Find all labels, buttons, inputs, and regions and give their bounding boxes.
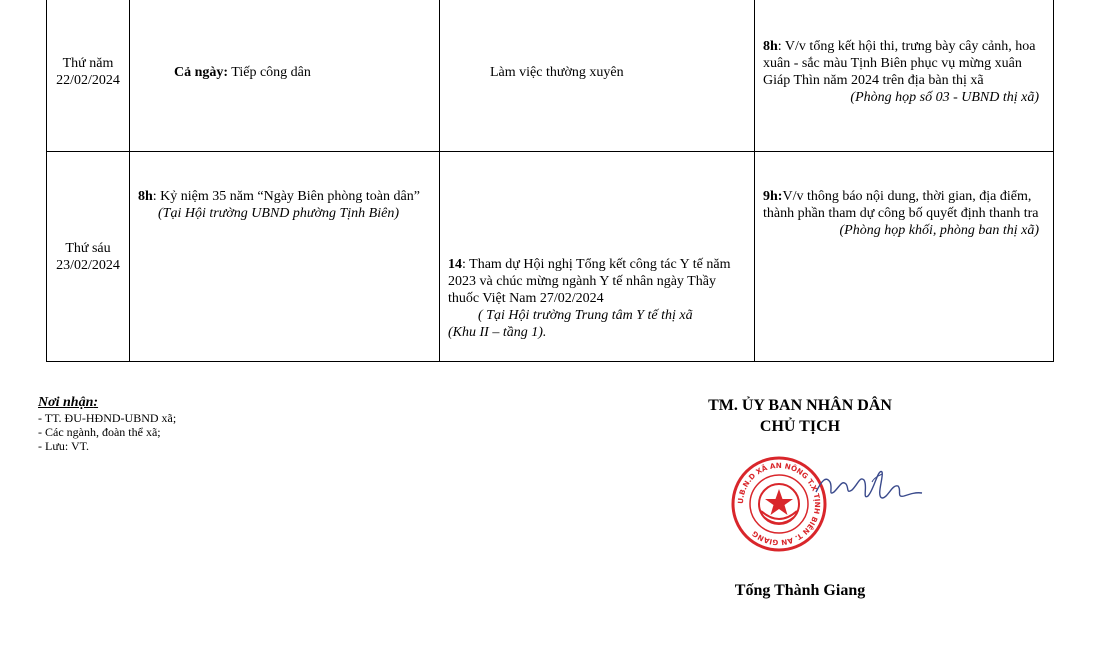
day-name: Thứ sáu xyxy=(65,240,111,256)
event-time: 8h xyxy=(763,39,778,54)
event-text: V/v thông báo nội dung, thời gian, địa điểm, thành phần tham dự công bố quyết định thanh tra xyxy=(763,189,1039,221)
day-date: 22/02/2024 xyxy=(56,73,120,88)
event-text: : Tham dự Hội nghị Tổng kết công tác Y tế năm 2023 và chúc mừng ngành Y tế nhân ngày Thầy thuốc Việt Nam 27/02/2024 xyxy=(448,257,731,306)
other-cell xyxy=(755,0,1054,152)
signature-position: CHỦ TỊCH xyxy=(759,418,841,435)
recipients-colon: : xyxy=(93,395,99,410)
schedule-table xyxy=(46,0,1054,362)
day-cell xyxy=(47,152,130,362)
afternoon-cell xyxy=(440,152,755,362)
event-location-detail: (Khu II – tầng 1). xyxy=(448,325,547,340)
recipient-item: - TT. ĐU-HĐND-UBND xã; xyxy=(38,411,177,425)
afternoon-cell xyxy=(440,0,755,152)
morning-cell xyxy=(130,0,440,152)
event-location: (Phòng họp số 03 - UBND thị xã) xyxy=(850,90,1039,105)
recipients-heading: Nơi nhận xyxy=(38,395,94,410)
day-date: 23/02/2024 xyxy=(56,257,120,273)
signature-title xyxy=(640,395,960,437)
other-cell xyxy=(755,152,1054,362)
recipients-block xyxy=(38,394,176,453)
signature-icon xyxy=(812,462,924,510)
signature-org: TM. ỦY BAN NHÂN DÂN xyxy=(708,397,892,414)
event-location: (Phòng họp khối, phòng ban thị xã) xyxy=(839,223,1039,238)
svg-text:U.B.N.D XÃ AN NÔNG T.X TỊNH BI: U.B.N.D XÃ AN NÔNG T.X TỊNH BIÊN T. AN GIANG xyxy=(735,460,823,548)
event-time: 14 xyxy=(448,257,462,272)
signer-name: Tống Thành Giang xyxy=(734,582,866,599)
recipient-item: - Các ngành, đoàn thể xã; xyxy=(38,425,161,439)
event-text: : Kỷ niệm 35 năm “Ngày Biên phòng toàn dân” xyxy=(152,189,420,204)
day-cell xyxy=(47,0,130,152)
event-location: (Tại Hội trường UBND phường Tịnh Biên) xyxy=(158,206,399,221)
event-location: ( Tại Hội trường Trung tâm Y tế thị xã xyxy=(478,308,693,323)
event-text: : V/v tổng kết hội thi, trưng bày cây cảnh, hoa xuân - sắc màu Tịnh Biên phục vụ mừng xuân Giáp Thìn năm 2024 trên địa bàn thị xã xyxy=(763,39,1036,88)
table-row xyxy=(47,0,1054,152)
morning-cell xyxy=(130,152,440,362)
event-time: 8h xyxy=(138,189,153,204)
recipient-item: - Lưu: VT. xyxy=(38,439,90,453)
table-row xyxy=(47,152,1054,362)
day-name: Thứ năm xyxy=(62,56,114,71)
event-time: 9h: xyxy=(763,189,783,204)
allday-text: Tiếp công dân xyxy=(228,64,311,80)
afternoon-text: Làm việc thường xuyên xyxy=(490,64,624,80)
allday-label: Cả ngày: xyxy=(174,64,229,80)
